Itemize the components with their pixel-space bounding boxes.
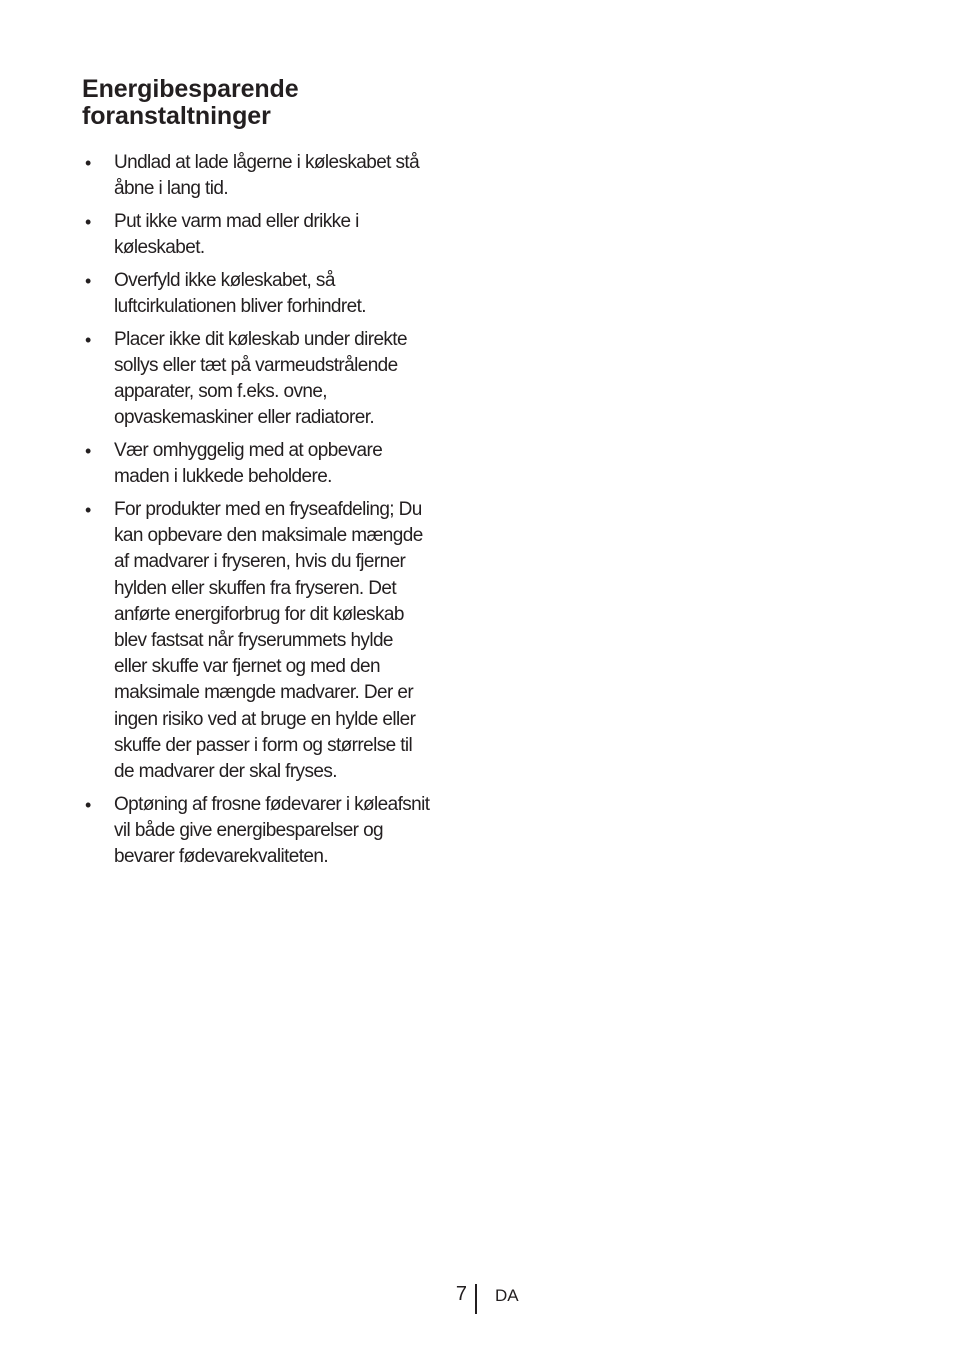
bullet-icon: •: [85, 441, 91, 462]
bullet-icon: •: [85, 794, 91, 815]
section-heading: [82, 76, 472, 130]
list-item-line: ingen risiko ved at bruge en hylde eller: [114, 708, 416, 730]
bullet-icon: •: [85, 329, 91, 350]
energy-saving-section: [82, 76, 472, 877]
list-item-line: kan opbevare den maksimale mængde: [114, 525, 423, 547]
page-number: 7: [455, 1283, 467, 1305]
list-item-line: Optøning af frosne fødevarer i køleafsnit: [114, 793, 430, 815]
list-item-line: maden i lukkede beholdere.: [114, 466, 332, 488]
list-item: [82, 327, 472, 432]
list-item-line: For produkter med en fryseafdeling; Du: [114, 498, 422, 520]
page-footer: [0, 1280, 954, 1316]
bullet-icon: •: [85, 499, 91, 520]
list-item-line: vil både give energibesparelser og: [114, 819, 384, 841]
list-item-line: anførte energiforbrug for dit køleskab: [114, 603, 404, 625]
list-item-line: eller skuffe var fjernet og med den: [114, 656, 380, 678]
heading-line-1: Energibesparende: [82, 75, 299, 103]
language-code: DA: [495, 1286, 519, 1305]
list-item-line: bevarer fødevarekvaliteten.: [114, 846, 329, 868]
list-item-line: luftcirkulationen bliver forhindret.: [114, 296, 366, 318]
list-item-line: åbne i lang tid.: [114, 178, 228, 200]
list-item-line: hylden eller skuffen fra fryseren. Det: [114, 577, 397, 599]
list-item-line: Vær omhyggelig med at opbevare: [114, 440, 383, 462]
bullet-icon: •: [85, 153, 91, 173]
list-item-line: køleskabet.: [114, 237, 205, 259]
list-item-line: af madvarer i fryseren, hvis du fjerner: [114, 551, 406, 573]
list-item-line: de madvarer der skal fryses.: [114, 760, 337, 782]
list-item-line: apparater, som f.eks. ovne,: [114, 381, 327, 403]
footer-divider: [475, 1284, 477, 1314]
list-item: [82, 497, 472, 785]
list-item: [82, 209, 472, 261]
list-item-line: sollys eller tæt på varmeudstrålende: [114, 354, 398, 376]
tips-list: [82, 150, 472, 870]
list-item-line: opvaskemaskiner eller radiatorer.: [114, 407, 375, 429]
list-item-line: Overfyld ikke køleskabet, så: [114, 269, 335, 291]
list-item-line: Undlad at lade lågerne i køleskabet stå: [114, 152, 420, 173]
heading-line-2: foranstaltninger: [82, 102, 271, 130]
bullet-icon: •: [85, 270, 91, 291]
list-item: [82, 268, 472, 320]
list-item-line: Put ikke varm mad eller drikke i: [114, 210, 359, 232]
list-item-line: Placer ikke dit køleskab under direkte: [114, 328, 407, 350]
list-item: [82, 150, 472, 202]
bullet-icon: •: [85, 211, 91, 232]
list-item: [82, 438, 472, 490]
list-item-line: blev fastsat når fryserummets hylde: [114, 629, 393, 651]
list-item: [82, 792, 472, 871]
list-item-line: skuffe der passer i form og størrelse til: [114, 734, 413, 756]
list-item-line: maksimale mængde madvarer. Der er: [114, 682, 414, 704]
